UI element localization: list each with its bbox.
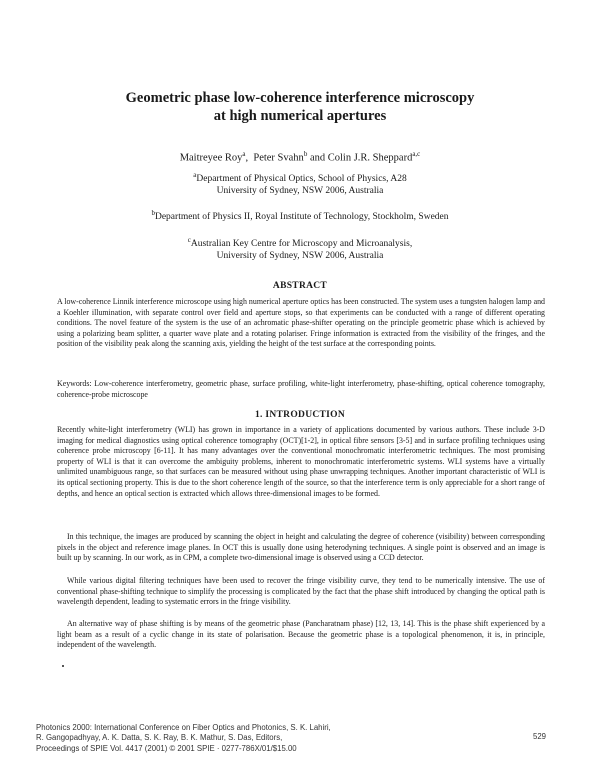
author-2-affil-mark: b	[303, 150, 308, 158]
title-line-1: Geometric phase low-coherence interference microscopy	[125, 90, 475, 106]
author-1-affil-mark: a	[242, 150, 246, 158]
affiliation-c-line-1: Australian Key Centre for Microscopy and Microanalysis,	[190, 239, 413, 250]
footer-line-2: R. Gangopadhyay, A. K. Datta, S. K. Ray, B. K. Mathur, S. Das, Editors,	[36, 733, 283, 743]
page-number: 529	[533, 732, 547, 741]
footnote-dot	[62, 665, 64, 667]
affiliation-a	[60, 169, 540, 197]
author-3-affil-mark: a,c	[412, 150, 421, 158]
intro-paragraph-4	[57, 619, 545, 651]
abstract-text: A low-coherence Linnik interference microscope using high numerical aperture optics has been constructed. The system uses a tungsten halogen lamp and a Koehler illumination, with separate control over field and aperture stops, so that experiments can be conducted with a range of different operating conditions. The novel feature of the system is the use of an achromatic phase-shifter operating on the principle geometric phase which is achieved by using a polarizing beam splitter, a quarter wave plate and a rotating polariser. Fringe information is extracted from the visibility of the fringes, and the position of the visibility peak along the scanning axis, yielding the height of the test surface at the corresponding points.	[57, 297, 545, 349]
affiliation-c-mark: c	[187, 236, 191, 244]
affiliation-b	[60, 207, 540, 223]
intro-paragraph-2-text: In this technique, the images are produced by scanning the object in height and calculating the degree of coherence (visibility) between corresponding pixels in the object and reference image planes. In OCT this is usually done using heterodyning techniques. A single point is observed and an image is built up by scanning. In our work, as in CPM, a complete two-dimensional image is observed using a CCD detector.	[57, 532, 545, 563]
section-heading-introduction: 1. INTRODUCTION	[254, 410, 345, 420]
proceedings-footer	[36, 723, 506, 754]
affiliation-a-mark: a	[193, 171, 197, 179]
affiliation-c-line-2: University of Sydney, NSW 2006, Australia	[216, 251, 384, 262]
paper-title	[60, 89, 540, 125]
author-list: Maitreyee Roy$^a$, Peter Svahn$^b$ and Colin J.R. Sheppard$^{a,c}$	[179, 150, 421, 164]
author-1-name: Maitreyee Roy	[179, 152, 243, 164]
intro-paragraph-4-text: An alternative way of phase shifting is by means of the geometric phase (Pancharatnam phase) [12, 13, 14]. This is the phase shift experienced by a light beam as a result of a cyclic change in its state of polarisation. Because the geometric phase is a topological phenomenon, it is, in principle, independent of the wavelength.	[57, 619, 545, 650]
affiliation-a-line-2: University of Sydney, NSW 2006, Australia	[216, 186, 384, 197]
affiliation-c	[60, 234, 540, 262]
title-line-2: at high numerical apertures	[213, 108, 387, 124]
affiliation-a-line-1: Department of Physical Optics, School of Physics, A28	[196, 174, 407, 185]
author-3-name: Colin J.R. Sheppard	[327, 152, 413, 164]
abstract-heading: ABSTRACT	[272, 281, 328, 291]
intro-paragraph-3	[57, 576, 545, 608]
affiliation-b-mark: b	[151, 209, 155, 217]
keywords: Keywords: Low-coherence interferometry, geometric phase, surface profiling, white-light interferometry, phase-shifting, optical coherence tomography, coherence-probe microscope	[57, 379, 545, 399]
footer-line-1: Photonics 2000: International Conference on Fiber Optics and Photonics, S. K. Lahiri,	[36, 723, 331, 732]
intro-paragraph-1-text: Recently white-light interferometry (WLI) has grown in importance in a variety of applications documented by various authors. These include 3-D imaging for medical diagnostics using optical coherence tomography (OCT)[1-2], in optical fibre sensors [3-5] and in surface profiling techniques using coherence probe microscopy [6-11]. It has many advantages over the conventional monochromatic interferometric techniques. The most promising property of WLI is that it can overcome the ambiguity problems, inherent to monochromatic interferometric systems. WLI systems have a virtually unlimited unambiguous range, so that surfaces can be measured without using phase unwrapping techniques. Another important characteristic of WLI is its optical sectioning property. This is due to the short coherence length of the source, so that the interference term is only appreciable for a short range of depths, and hence an optical section is extracted which allows three-dimensional images to be formed.	[57, 425, 545, 498]
intro-paragraph-2	[57, 532, 545, 564]
affiliation-b-line-1: Department of Physics II, Royal Institute of Technology, Stockholm, Sweden	[154, 212, 449, 223]
intro-paragraph-1	[57, 425, 545, 499]
footer-line-3: Proceedings of SPIE Vol. 4417 (2001) © 2001 SPIE · 0277-786X/01/$15.00	[36, 743, 297, 753]
intro-paragraph-3-text: While various digital filtering techniques have been used to recover the fringe visibility curve, they tend to be numerically intensive. The use of conventional phase-shifting technique to simplify the processing is complicated by the fact that the phase shift introduced by changing the optical path is wavelength dependent, leading to systematic errors in the fringe visibility.	[57, 576, 545, 607]
author-2-name: Peter Svahn	[253, 152, 304, 164]
